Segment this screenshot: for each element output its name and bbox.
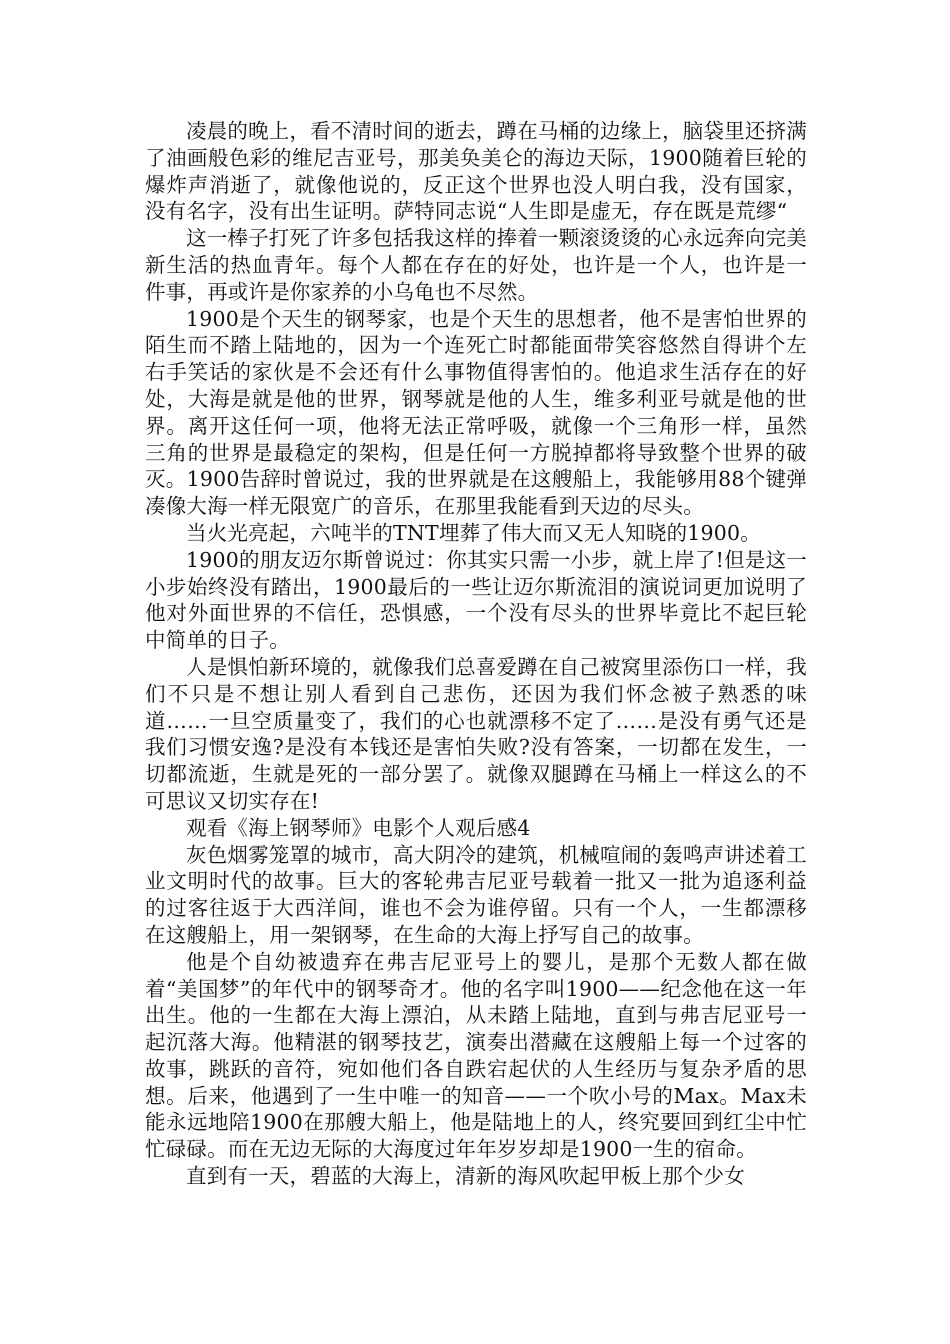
paragraph-7: 灰色烟雾笼罩的城市，高大阴冷的建筑，机械喧闹的轰鸣声讲述着工业文明时代的故事。巨大的客轮弗吉尼亚号载着一批又一批为追逐利益的过客往返于大西洋间，谁也不会为谁停留。只有一个人，一生都漂移在这艘船上，用一架钢琴，在生命的大海上抒写自己的故事。 xyxy=(145,842,807,947)
paragraph-4: 当火光亮起，六吨半的TNT埋葬了伟大而又无人知晓的1900。 xyxy=(186,520,761,545)
document-page xyxy=(145,118,807,1190)
paragraph-1: 凌晨的晚上，看不清时间的逝去，蹲在马桶的边缘上，脑袋里还挤满了油画般色彩的维尼吉亚号，那美奂美仑的海边天际，1900随着巨轮的爆炸声消逝了，就像他说的，反正这个世界也没人明白我，没有国家，没有名字，没有出生证明。萨特同志说“人生即是虚无，存在既是荒缪“ xyxy=(145,119,807,224)
paragraph-5: 1900的朋友迈尔斯曾说过：你其实只需一小步，就上岸了!但是这一小步始终没有踏出，1900最后的一些让迈尔斯流泪的演说词更加说明了他对外面世界的不信任，恐惧感，一个没有尽头的世界毕竟比不起巨轮中简单的日子。 xyxy=(145,547,807,653)
paragraph-3: 1900是个天生的钢琴家，也是个天生的思想者，他不是害怕世界的陌生而不踏上陆地的，因为一个连死亡时都能面带笑容悠然自得讲个左右手笑话的家伙是不会还有什么事物值得害怕的。他追求生活存在的好处，大海是就是他的世界，钢琴就是他的人生，维多利亚号就是他的世界。离开这任何一项，他将无法正常呼吸，就像一个三角形一样，虽然三角的世界是最稳定的架构，但是任何一方脱掉都将导致整个世界的破灭。1900告辞时曾说过，我的世界就是在这艘船上，我能够用88个键弹凑像大海一样无限宽广的音乐，在那里我能看到天边的尽头。 xyxy=(145,306,807,519)
section-heading: 观看《海上钢琴师》电影个人观后感4 xyxy=(186,815,531,840)
paragraph-9: 直到有一天，碧蓝的大海上，清新的海风吹起甲板上那个少女 xyxy=(186,1164,745,1189)
paragraph-8: 他是个自幼被遗弃在弗吉尼亚号上的婴儿，是那个无数人都在做着“美国梦”的年代中的钢琴奇才。他的名字叫1900——纪念他在这一年出生。他的一生都在大海上漂泊，从未踏上陆地，直到与弗吉尼亚号一起沉落大海。他精湛的钢琴技艺，演奏出潜藏在这艘船上每一个过客的故事，跳跃的音符，宛如他们各自跌宕起伏的人生经历与复杂矛盾的思想。后来，他遇到了一生中唯一的知音——一个吹小号的Max。Max未能永远地陪1900在那艘大船上，他是陆地上的人，终究要回到红尘中忙忙碌碌。而在无边无际的大海度过年年岁岁却是1900一生的宿命。 xyxy=(145,949,807,1162)
paragraph-2: 这一棒子打死了许多包括我这样的捧着一颗滚烫烫的心永远奔向完美新生活的热血青年。每个人都在存在的好处，也许是一个人，也许是一件事，再或许是你家养的小乌龟也不尽然。 xyxy=(145,226,807,304)
paragraph-6: 人是惧怕新环境的，就像我们总喜爱蹲在自己被窝里添伤口一样，我们不只是不想让别人看到自己悲伤，还因为我们怀念被子熟悉的味道……一旦空质量变了，我们的心也就漂移不定了……是没有勇气还是我们习惯安逸?是没有本钱还是害怕失败?没有答案，一切都在发生，一切都流逝，生就是死的一部分罢了。就像双腿蹲在马桶上一样这么的不可思议又切实存在! xyxy=(145,654,807,813)
